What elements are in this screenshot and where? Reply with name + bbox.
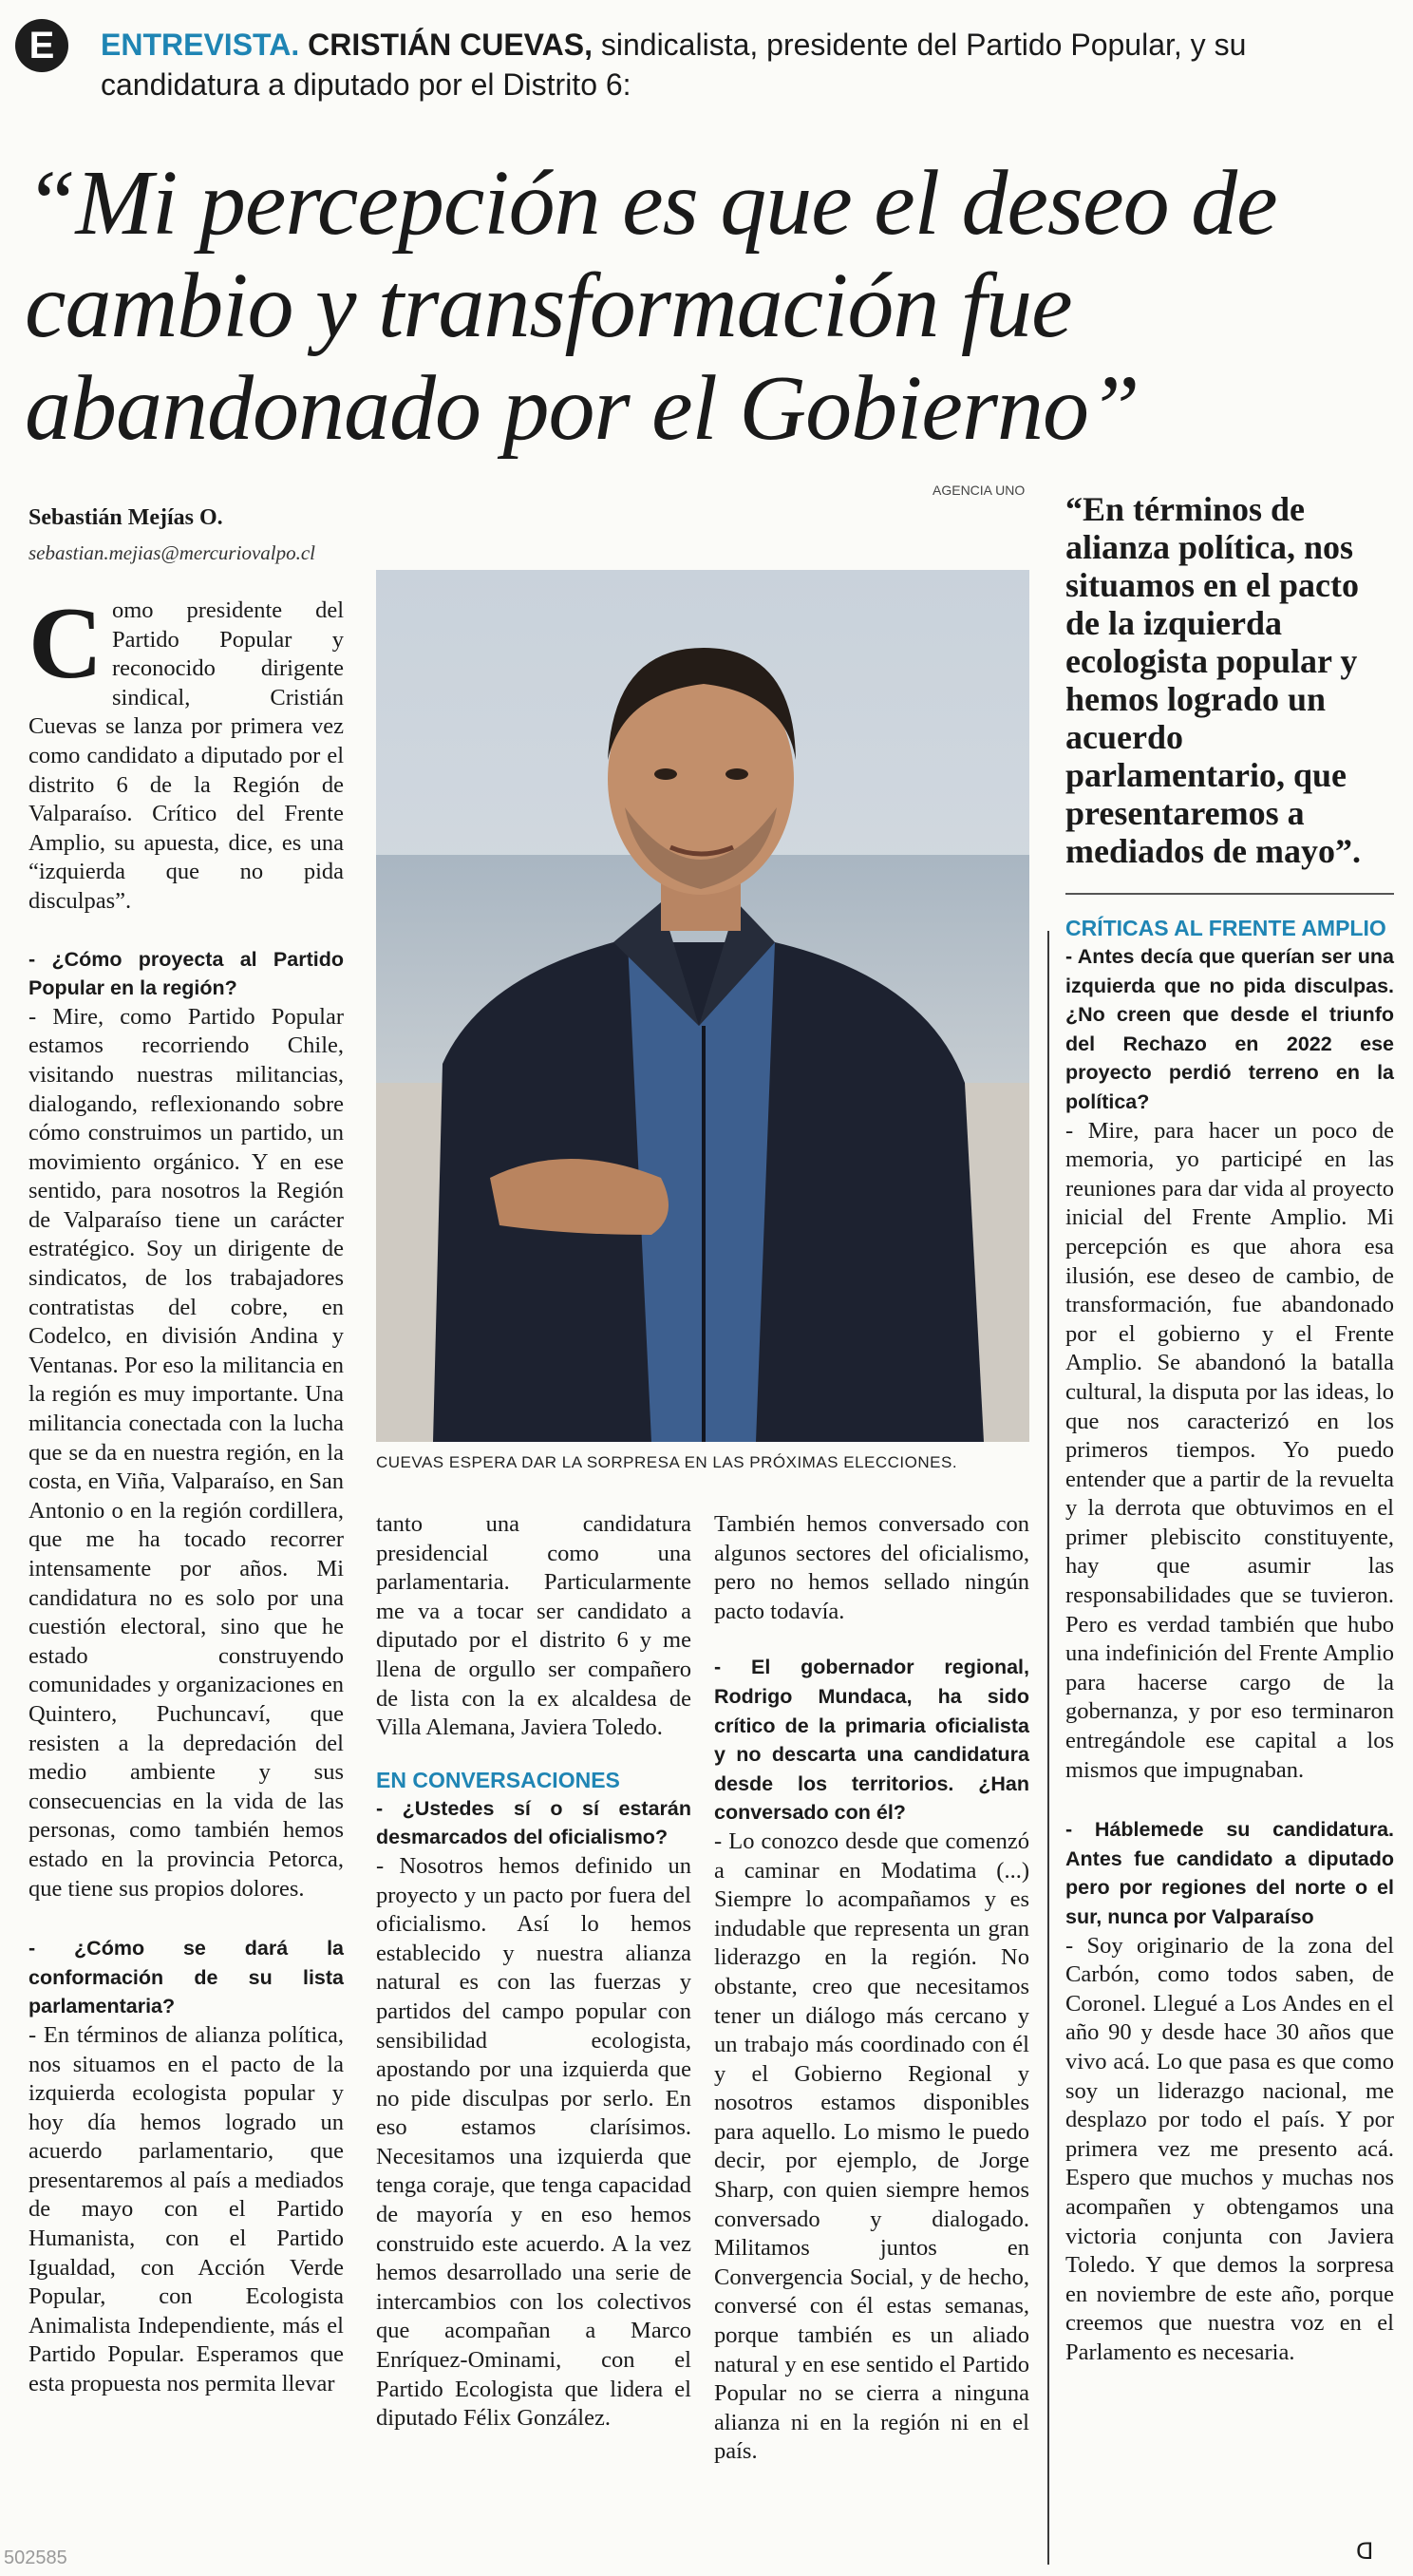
question: - ¿Ustedes sí o sí estarán desmarcados del oficialismo? [376,1796,691,1849]
kicker [101,25,1392,104]
drop-cap: C [28,587,103,700]
article-column-2 [376,1510,691,2434]
question: - Antes decía que querían ser una izquierda que no pida disculpas. ¿No creen que desde el triunfo del Rechazo en 2022 ese proyecto perdió terreno en la política? [1065,945,1394,1113]
answer: - Mire, para hacer un poco de memoria, yo participé en las reuniones para dar vida al proyecto inicial del Frente Amplio. Mi percepción es que ahora esa ilusión, ese deseo de cambio, de transformación, fue abandonado por el gobierno y el Frente Amplio. Se abandonó la batalla cultural, la disputa por las ideas, lo que nos caracterizó en los primeros tiempos. Yo puedo entender que a partir de la revuelta y la derrota que obtuvimos en el primer plebiscito constituyente, hay que asumir las responsabilidades que se tuvieron. Pero es verdad también que hubo una indefinición del Frente Amplio para hacerse cargo de la gobernanza, y por eso terminaron entregándole ese capital a los mismos que impugnaban. [1065,1117,1394,1783]
intro-text: omo presidente del Partido Popular y reconocido dirigente sindical, Cristián Cuevas se lanza por primera vez como candidato a diputado por el distrito 6 de la Región de Valparaíso. Crítico del Frente Amplio, su apuesta, dice, es una “izquierda que no pida disculpas”. [28,597,344,914]
kicker-name: CRISTIÁN CUEVAS, [308,28,593,62]
question: - El gobernador regional, Rodrigo Mundaca, ha sido crítico de la primaria oficialista y no descarta una candidatura desde los territorios. ¿Han conversado con él? [714,1656,1029,1825]
kicker-label: ENTREVISTA. [101,28,300,62]
interview-photo [376,570,1029,1442]
headline: “Mi percepción es que el deseo de cambio y transformación fue abandonado por el Gobierno” [25,152,1277,460]
answer: - Soy originario de la zona del Carbón, como todos saben, de Coronel. Llegué a Los Andes en el año 90 y desde hace 30 años que vivo acá. Lo que pasa es que como soy un liderazgo nacional, me desplazo por todo el país. Y por primera vez me presento acá. Espero que muchos y muchas nos acompañen y obtengamos una victoria conjunta con Javiera Toledo. Y que demos la sorpresa en noviembre de este año, porque creemos que nuestra voz en el Parlamento es necesaria. [1065,1932,1394,2365]
answer: - Mire, como Partido Popular estamos recorriendo Chile, visitando nuestras militancias, dialogando, reflexionando sobre cómo construimos un partido, un movimiento orgánico. Y en ese sentido, para nosotros la Región de Valparaíso tiene un carácter estratégico. Soy un dirigente de sindicatos, de los trabajadores contratistas del cobre, en Codelco, en división Andina y Ventanas. Por eso la militancia en la región es muy importante. Una militancia conectada con la lucha que se da en nuestra región, en la costa, en Viña, Valparaíso, en San Antonio o en la región cordillera, que me ha tocado recorrer intensamente por años. Mi candidatura no es solo por una cuestión electoral, sino que he estado construyendo comunidades y organizaciones en Quintero, Puchuncaví, que resisten a la depredación del medio ambiente y sus consecuencias en la vida de las personas, como también hemos estado en la provincia Petorca, que tiene sus propios dolores. [28,1003,344,1902]
section-heading: CRÍTICAS AL FRENTE AMPLIO [1065,916,1386,940]
column-divider [1047,931,1049,2565]
article-column-4 [1065,914,1394,2368]
photo-caption: CUEVAS ESPERA DAR LA SORPRESA EN LAS PRÓXIMAS ELECCIONES. [376,1453,958,1471]
answer: - Lo conozco desde que comenzó a caminar en Modatima (...) Siempre lo acompañamos y es indudable que representa un gran liderazgo en la región. No obstante, creo que necesitamos tener un diálogo más cercano y un trabajo más coordinado con él y el Gobierno Regional y nosotros estamos disponibles para aquello. Lo mismo le puedo decir, por ejemplo, de Jorge Sharp, con quien siempre hemos conversado y dialogado. Militamos juntos en Convergencia Social, y de hecho, conversé con él estas semanas, porque también es un aliado natural y en ese sentido el Partido Popular no se cierra a ninguna alianza ni en la región ni en el país. [714,1828,1029,2465]
photo-credit: AGENCIA UNO [933,483,1026,498]
end-mark-icon: ᗡ [1356,2540,1374,2565]
answer-continued: También hemos conversado con algunos sectores del oficialismo, pero no hemos sellado ningún pacto todavía. [714,1511,1029,1624]
pull-quote: “En términos de alianza política, nos situamos en el pacto de la izquierda ecologista popular y hemos logrado un acuerdo parlamentario, que presentaremos a mediados de mayo”. [1065,490,1362,870]
answer: - En términos de alianza política, nos situamos en el pacto de la izquierda ecologista popular y hoy día hemos logrado un acuerdo parlamentario, que presentaremos al país a mediados de mayo con el Partido Humanista, con el Partido Igualdad, con Acción Verde Popular, con Ecologista Animalista Independiente, más el Partido Popular. Esperamos que esta propuesta nos permita llevar [28,2021,344,2397]
author-email[interactable]: sebastian.mejias@mercuriovalpo.cl [28,541,315,564]
question: - ¿Cómo proyecta al Partido Popular en la región? [28,947,344,1000]
article-column-1 [28,587,344,2399]
portrait-illustration [376,570,1029,1442]
answer: - Nosotros hemos definido un proyecto y un pacto por fuera del oficialismo. Así lo hemos establecido y nuestra alianza natural es con las fuerzas y partidos del campo popular con sensibilidad ecologista, apostando por una izquierda que no pide disculpas por serlo. En eso estamos clarísimos. Necesitamos una izquierda que tenga coraje, que tenga capacidad de mayoría y en eso hemos construido este acuerdo. A la vez hemos desarrollado una serie de intercambios con los colectivos que acompañan a Marco Enríquez-Ominami, con el Partido Ecologista que lidera el diputado Félix González. [376,1852,691,2432]
article-column-3 [714,1510,1029,2467]
clipping-id: 502585 [4,2548,67,2568]
section-heading: EN CONVERSACIONES [376,1767,620,1792]
section-badge: E [15,19,68,72]
question: - ¿Cómo se dará la conformación de su lista parlamentaria? [28,1937,344,2018]
intro-paragraph [28,587,344,917]
byline: Sebastián Mejías O. [28,505,223,530]
kicker-text: sindicalista, presidente del Partido Popular, y su candidatura a diputado por el Distrito 6: [101,28,1247,102]
question: - Háblemede su candidatura. Antes fue candidato a diputado pero por regiones del norte o el sur, nunca por Valparaíso [1065,1818,1394,1928]
section-divider [1065,893,1394,895]
answer-continued: tanto una candidatura presidencial como una parlamentaria. Particularmente me va a tocar ser candidato a diputado por el distrito 6 y me llena de orgullo ser compañero de lista con la ex alcaldesa de Villa Alemana, Javiera Toledo. [376,1511,691,1741]
